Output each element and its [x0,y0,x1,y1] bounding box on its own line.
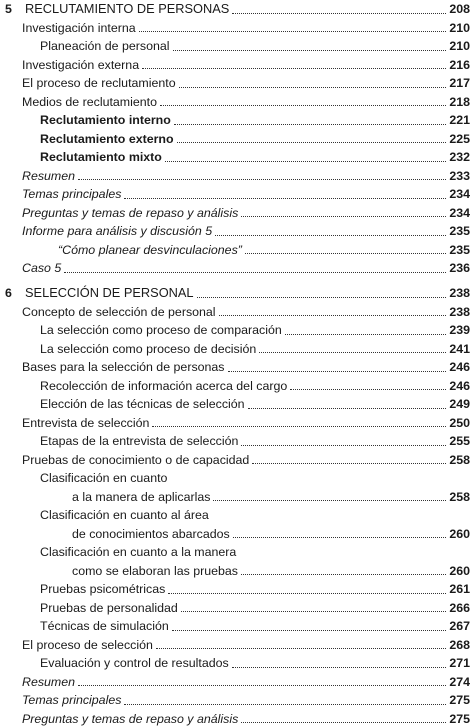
toc-entry[interactable] [0,599,474,618]
toc-entry-page-number: 218 [449,93,470,112]
dot-leader [248,408,447,409]
dot-leader [215,235,446,236]
dot-leader [259,352,446,353]
toc-entry-title: Investigación interna [22,19,136,38]
dot-leader [64,272,446,273]
toc-entry[interactable] [0,111,474,130]
toc-entry-page-number: 271 [449,654,470,673]
toc-entry-page-number: 225 [449,130,470,149]
toc-entry-title: Informe para análisis y discusión 5 [22,222,212,241]
toc-entry[interactable] [0,358,474,377]
toc-entry-page-number: 266 [449,599,470,618]
chapter-heading[interactable] [0,284,474,303]
toc-entry-title: Recolección de información acerca del cargo [40,377,287,396]
toc-entry-page-number: 210 [449,37,470,56]
dot-leader [232,13,446,14]
toc-entry-title: Clasificación en cuanto [40,469,167,488]
toc-entry-page-number: 255 [449,432,470,451]
toc-entry[interactable] [0,377,474,396]
toc-entry[interactable] [0,93,474,112]
toc-entry-title: de conocimientos abarcados [72,525,230,544]
dot-leader [142,68,446,69]
toc-entry-page-number: 234 [449,204,470,223]
toc-entry-title: Etapas de la entrevista de selección [40,432,238,451]
toc-entry-title: Bases para la selección de personas [22,358,225,377]
toc-entry-page-number: 246 [449,358,470,377]
toc-entry[interactable] [0,617,474,636]
dot-leader [124,704,446,705]
toc-entry-title: El proceso de selección [22,636,153,655]
toc-entry-page-number: 236 [449,259,470,278]
dot-leader [245,253,446,254]
dot-leader [252,463,446,464]
toc-entry-title: Pruebas de conocimiento o de capacidad [22,451,249,470]
toc-entry[interactable] [0,241,474,260]
toc-entry[interactable] [0,321,474,340]
toc-entry-page-number: 258 [449,488,470,507]
toc-entry-page-number: 221 [449,111,470,130]
dot-leader [285,334,447,335]
toc-entry-page-number: 250 [449,414,470,433]
toc-entry-title: “Cómo planear desvinculaciones” [58,241,242,260]
toc-entry[interactable] [0,222,474,241]
toc-entry-title: Clasificación en cuanto al área [40,506,209,525]
toc-entry[interactable] [0,673,474,692]
toc-entry-title: Investigación externa [22,56,139,75]
toc-entry[interactable] [0,185,474,204]
toc-entry-title: La selección como proceso de decisión [40,340,256,359]
toc-entry-title: Caso 5 [22,259,61,278]
toc-entry-page-number: 260 [449,562,470,581]
toc-entry-page-number: 239 [449,321,470,340]
dot-leader [181,611,447,612]
toc-entry[interactable] [0,525,474,544]
toc-entry-page-number: 241 [449,340,470,359]
dot-leader [241,574,446,575]
toc-entry[interactable] [0,56,474,75]
toc-entry-title: Resumen [22,167,75,186]
dot-leader [172,630,447,631]
chapter-title: RECLUTAMIENTO DE PERSONAS [25,0,229,19]
dot-leader [241,445,446,446]
chapter-6-section [0,284,474,728]
toc-entry-title: El proceso de reclutamiento [22,74,176,93]
dot-leader [219,315,447,316]
toc-entry[interactable] [0,130,474,149]
chapter-heading[interactable] [0,0,474,19]
toc-entry-title: La selección como proceso de comparación [40,321,282,340]
dot-leader [197,297,447,298]
toc-entry[interactable] [0,19,474,38]
toc-entry-page-number: 274 [449,673,470,692]
toc-entry-title: Técnicas de simulación [40,617,169,636]
toc-entry[interactable] [0,340,474,359]
toc-entry [0,506,474,525]
dot-leader [168,593,446,594]
toc-entry-title: Entrevista de selección [22,414,149,433]
toc-entry-page-number: 249 [449,395,470,414]
chapter-number: 6 [2,284,25,303]
toc-entry-title: Preguntas y temas de repaso y análisis [22,204,238,223]
toc-entry-title: Pruebas psicométricas [40,580,165,599]
toc-entry-page-number: 261 [449,580,470,599]
toc-entry-title: Elección de las técnicas de selección [40,395,245,414]
dot-leader [232,667,447,668]
toc-entry-page-number: 232 [449,148,470,167]
toc-entry-title: Temas principales [22,185,121,204]
chapter-page-number: 208 [449,0,470,19]
dot-leader [124,198,446,199]
toc-entry[interactable] [0,204,474,223]
toc-entry-title: Temas principales [22,691,121,710]
toc-entry-page-number: 216 [449,56,470,75]
dot-leader [290,389,446,390]
toc-entry-title: Resumen [22,673,75,692]
dot-leader [165,161,446,162]
dot-leader [241,722,446,723]
dot-leader [78,179,446,180]
toc-entry-page-number: 235 [449,222,470,241]
toc-entry-title: Preguntas y temas de repaso y análisis [22,710,238,728]
chapter-5-section [0,0,474,278]
dot-leader [174,124,447,125]
toc-entry[interactable] [0,451,474,470]
toc-entry-title: Medios de reclutamiento [22,93,157,112]
toc-entry[interactable] [0,691,474,710]
dot-leader [152,426,446,427]
dot-leader [160,105,446,106]
toc-entry-title: Reclutamiento mixto [40,148,162,167]
chapter-page-number: 238 [449,284,470,303]
toc-entry[interactable] [0,432,474,451]
dot-leader [228,371,447,372]
toc-entry-page-number: 260 [449,525,470,544]
toc-entry[interactable] [0,636,474,655]
toc-entry[interactable] [0,710,474,728]
toc-entry-page-number: 210 [449,19,470,38]
toc-entry [0,543,474,562]
toc-entry-page-number: 238 [449,303,470,322]
toc-entry[interactable] [0,562,474,581]
toc-entry[interactable] [0,654,474,673]
toc-entry-page-number: 267 [449,617,470,636]
chapter-title: SELECCIÓN DE PERSONAL [25,284,194,303]
dot-leader [241,216,446,217]
toc-entry-page-number: 246 [449,377,470,396]
toc-entry-title: Reclutamiento interno [40,111,171,130]
dot-leader [233,537,447,538]
toc-entry-page-number: 235 [449,241,470,260]
toc-entry-title: Evaluación y control de resultados [40,654,229,673]
dot-leader [156,648,446,649]
toc-entry-title: Clasificación en cuanto a la manera [40,543,236,562]
toc-entry [0,469,474,488]
toc-entry[interactable] [0,488,474,507]
toc-entry[interactable] [0,395,474,414]
toc-entry-title: a la manera de aplicarlas [72,488,210,507]
dot-leader [177,142,447,143]
toc-entry-page-number: 268 [449,636,470,655]
toc-entry-page-number: 275 [449,710,470,728]
toc-entry[interactable] [0,37,474,56]
toc-entry[interactable] [0,148,474,167]
toc-entry-title: Pruebas de personalidad [40,599,178,618]
toc-entry-page-number: 275 [449,691,470,710]
toc-entry-title: Reclutamiento externo [40,130,174,149]
toc-entry-title: Concepto de selección de personal [22,303,216,322]
toc-entry-page-number: 258 [449,451,470,470]
dot-leader [139,31,447,32]
dot-leader [179,87,447,88]
toc-entry[interactable] [0,74,474,93]
dot-leader [173,50,447,51]
dot-leader [213,500,446,501]
toc-entry-page-number: 234 [449,185,470,204]
toc-entry[interactable] [0,414,474,433]
chapter-number: 5 [2,0,25,19]
toc-entry-title: como se elaboran las pruebas [72,562,238,581]
toc-entry[interactable] [0,259,474,278]
toc-entry[interactable] [0,167,474,186]
toc-entry-page-number: 217 [449,74,470,93]
dot-leader [78,685,446,686]
toc-entry[interactable] [0,580,474,599]
toc-entry-title: Planeación de personal [40,37,170,56]
toc-entry[interactable] [0,303,474,322]
toc-entry-page-number: 233 [449,167,470,186]
